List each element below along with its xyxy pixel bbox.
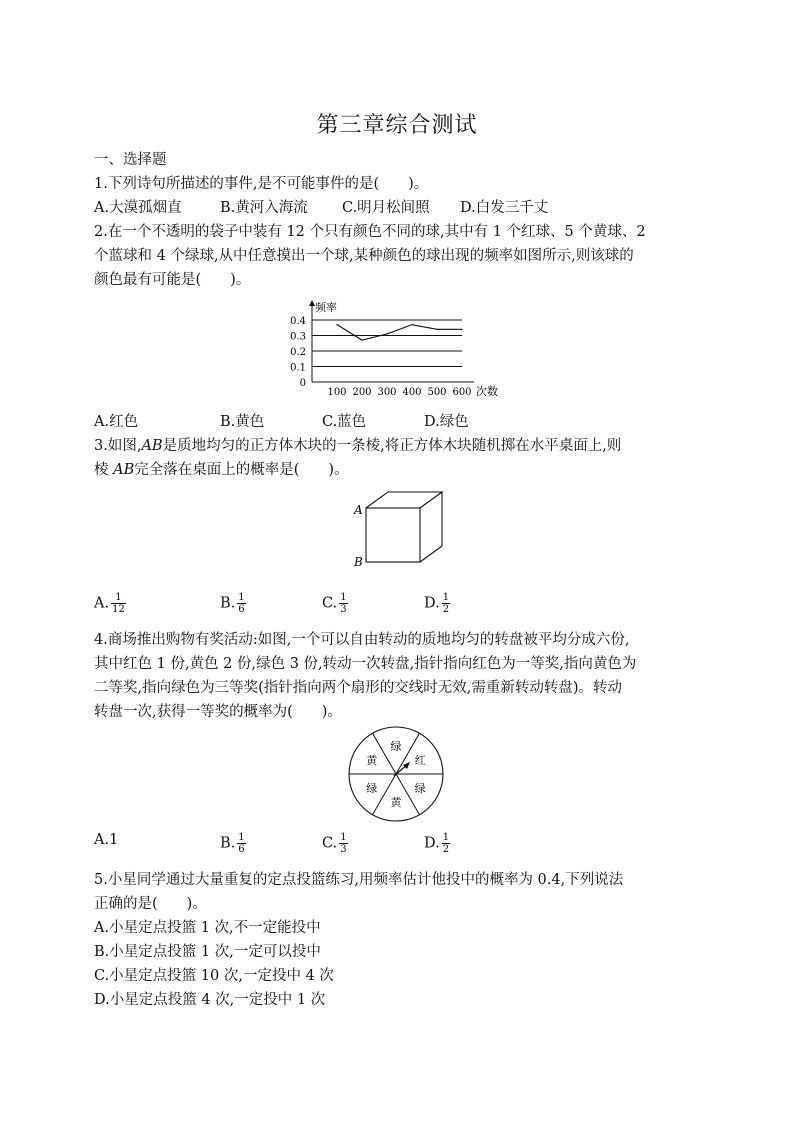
denominator: 3: [340, 604, 347, 615]
numerator: 1: [111, 592, 126, 604]
data-point: [361, 340, 362, 341]
frequency-chart: [282, 294, 512, 402]
x-tick-label: 600: [452, 387, 472, 398]
y-axis-label: 频率: [315, 301, 337, 314]
x-tick-label: 200: [352, 387, 372, 398]
q3-text-4: 完全落在桌面上的概率是( )。: [134, 462, 349, 478]
page-title: 第三章综合测试: [316, 113, 478, 138]
numerator: 1: [340, 592, 347, 603]
sector-label: 绿: [414, 782, 426, 795]
q3-stem-line-1: [94, 434, 621, 455]
y-tick-label: 0.3: [290, 331, 306, 343]
q3-option-c-prefix: C.: [322, 595, 338, 612]
q1-option-c: C.明月松间照: [342, 200, 430, 216]
q4-stem-line-2: 其中红色 1 份,黄色 2 份,绿色 3 份,转动一次转盘,指针指向红色为一等奖,指向黄色为: [94, 656, 637, 672]
q5-option-b: B.小星定点投篮 1 次,一定可以投中: [94, 944, 321, 960]
numerator: 1: [238, 592, 245, 603]
q4-option-d-fraction: [442, 832, 450, 855]
numerator: 1: [442, 592, 450, 603]
sector-label: 黄: [390, 796, 402, 809]
q5-stem-line-1: 5.小星同学通过大量重复的定点投篮练习,用频率估计他投中的概率为 0.4,下列说法: [94, 872, 624, 888]
vertex-a-label: A: [354, 503, 363, 517]
q3-option-d: [424, 592, 450, 615]
sector-label: 绿: [366, 782, 378, 795]
q3-option-c-fraction: [339, 592, 347, 615]
data-point: [436, 329, 437, 330]
q3-edge-label: AB: [141, 438, 163, 454]
q3-option-a-prefix: A.: [94, 595, 110, 612]
data-point: [411, 324, 412, 325]
q4-option-b-fraction: [237, 832, 245, 855]
sector-label: 黄: [366, 754, 378, 767]
q5-option-d: D.小星定点投篮 4 次,一定投中 1 次: [94, 992, 326, 1008]
cube-front-face: [366, 508, 420, 562]
q4-option-c: [322, 832, 348, 855]
q4-option-a: A.1: [94, 832, 119, 848]
sector-label: 绿: [390, 740, 402, 753]
y-tick-label: 0.1: [290, 362, 306, 374]
x-tick-label: 500: [427, 387, 447, 398]
section-heading: 一、选择题: [94, 152, 167, 168]
y-tick-label: 0.4: [290, 316, 306, 327]
q4-option-d: [424, 832, 450, 855]
q3-option-b-prefix: B.: [220, 595, 236, 612]
x-tick-label: 400: [402, 387, 422, 398]
q3-stem-line-2: [94, 458, 349, 479]
q4-option-b-prefix: B.: [220, 835, 236, 852]
q4-stem-line-1: 4.商场推出购物有奖活动:如图,一个可以自由转动的质地均匀的转盘被平均分成六份,: [94, 632, 630, 648]
q3-option-b: [220, 592, 246, 615]
q4-stem-line-4: 转盘一次,获得一等奖的概率为( )。: [94, 704, 342, 720]
q4-option-c-fraction: [339, 832, 347, 855]
q2-stem-line-3: 颜色最有可能是( )。: [94, 272, 251, 288]
denominator: 2: [442, 604, 450, 615]
x-tick-label: 100: [327, 387, 347, 398]
q3-option-a-fraction: [111, 592, 126, 615]
numerator: 1: [238, 832, 245, 843]
denominator: 3: [340, 844, 347, 855]
q3-edge-label-2: AB: [113, 462, 135, 478]
q5-option-a: A.小星定点投篮 1 次,不一定能投中: [94, 920, 321, 936]
frequency-line: [337, 325, 462, 341]
cube-figure: [350, 486, 450, 572]
denominator: 6: [238, 844, 245, 855]
q2-option-d: D.绿色: [424, 414, 469, 430]
q2-option-c: C.蓝色: [322, 414, 367, 430]
q5-option-c: C.小星定点投篮 10 次,一定投中 4 次: [94, 968, 334, 984]
q1-stem: 1.下列诗句所描述的事件,是不可能事件的是( )。: [94, 176, 429, 192]
spinner-figure: [346, 724, 446, 824]
q3-option-d-fraction: [442, 592, 450, 615]
y-tick-label: 0: [299, 378, 306, 389]
q4-option-c-prefix: C.: [322, 835, 338, 852]
cube-top-face: [366, 492, 442, 508]
q1-option-b: B.黄河入海流: [220, 200, 308, 216]
denominator: 12: [112, 604, 125, 615]
q1-option-a: A.大漠孤烟直: [94, 200, 182, 216]
numerator: 1: [442, 832, 450, 843]
q3-option-b-fraction: [237, 592, 245, 615]
denominator: 6: [238, 604, 245, 615]
cube-side-face: [420, 492, 442, 562]
q3-option-d-prefix: D.: [424, 595, 440, 612]
q4-option-b: [220, 832, 246, 855]
q3-text-2: 是质地均匀的正方体木块的一条棱,将正方体木块随机掷在水平桌面上,则: [162, 438, 622, 454]
x-tick-label: 300: [377, 387, 397, 398]
q3-option-a: [94, 592, 126, 615]
sector-label: 红: [414, 754, 426, 767]
data-point: [336, 324, 337, 325]
denominator: 2: [442, 844, 450, 855]
q3-option-c: [322, 592, 348, 615]
q2-option-b: B.黄色: [220, 414, 265, 430]
q2-option-a: A.红色: [94, 414, 139, 430]
q3-text-1: 3.如图,: [94, 438, 142, 454]
data-point: [386, 333, 387, 334]
x-axis-label: 次数: [476, 385, 498, 398]
q4-stem-line-3: 二等奖,指向绿色为三等奖(指针指向两个扇形的交线时无效,需重新转动转盘)。转动: [94, 680, 623, 696]
q4-option-d-prefix: D.: [424, 835, 440, 852]
vertex-b-label: B: [354, 555, 363, 569]
q2-stem-line-1: 2.在一个不透明的袋子中装有 12 个只有颜色不同的球,其中有 1 个红球、5 个黄球、2: [94, 224, 646, 240]
q1-option-d: D.白发三千丈: [460, 200, 549, 216]
numerator: 1: [340, 832, 347, 843]
q2-stem-line-2: 个蓝球和 4 个绿球,从中任意摸出一个球,某种颜色的球出现的频率如图所示,则该球的: [94, 248, 634, 264]
q3-text-3: 棱: [94, 462, 114, 478]
q5-stem-line-2: 正确的是( )。: [94, 896, 207, 912]
y-tick-label: 0.2: [290, 347, 306, 358]
data-point: [461, 329, 462, 330]
